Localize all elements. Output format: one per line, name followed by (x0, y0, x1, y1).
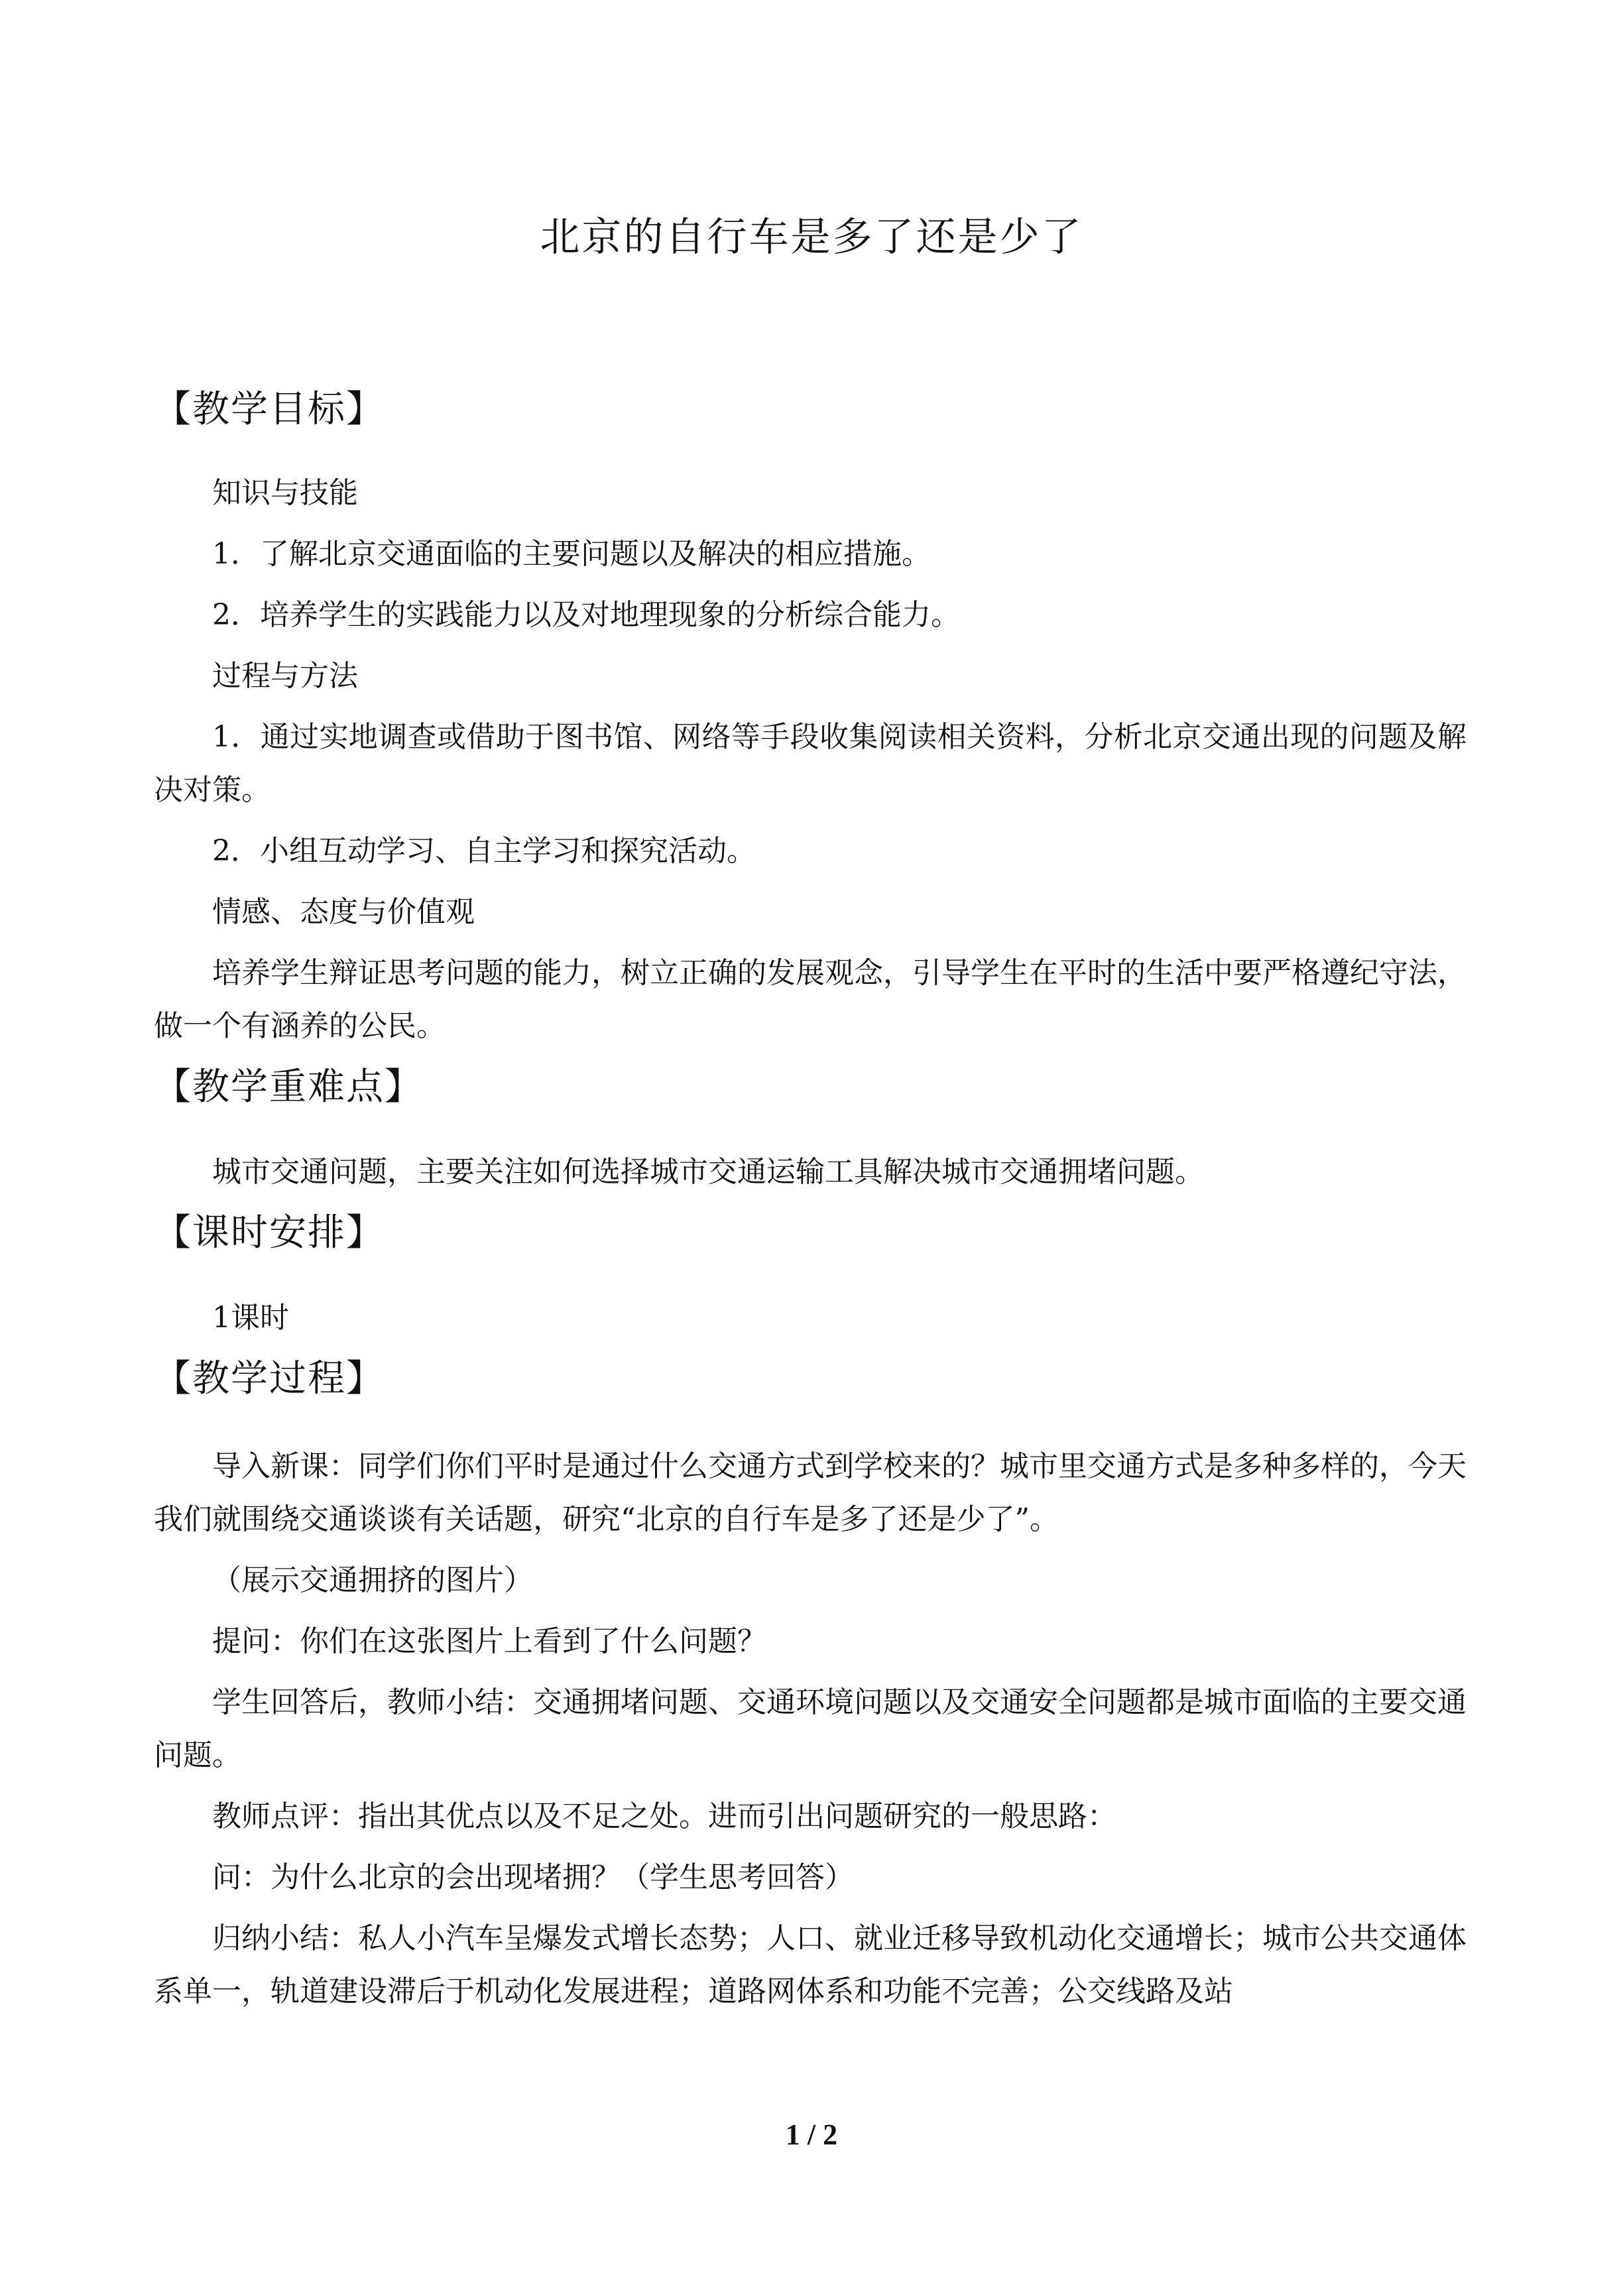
paragraph: 提问：你们在这张图片上看到了什么问题？ (212, 1624, 766, 1658)
paragraph: 情感、态度与价值观 (212, 895, 475, 929)
paragraph: 1．了解北京交通面临的主要问题以及解决的相应措施。 (212, 537, 931, 571)
section-heading-key-points: 【教学重难点】 (154, 1065, 423, 1109)
section-heading-teaching-goals: 【教学目标】 (154, 388, 385, 431)
paragraph: 培养学生辩证思考问题的能力，树立正确的发展观念，引导学生在平时的生活中要严格遵纪守法，做一个有涵养的公民。 (154, 956, 1467, 1043)
paragraph: 问：为什么北京的会出现堵拥？（学生思考回答） (212, 1860, 854, 1894)
paragraph: 2．培养学生的实践能力以及对地理现象的分析综合能力。 (212, 598, 960, 632)
paragraph: （展示交通拥挤的图片） (212, 1563, 533, 1597)
paragraph: 2．小组互动学习、自主学习和探究活动。 (212, 834, 756, 868)
paragraph: 过程与方法 (212, 659, 358, 693)
document-body (154, 383, 1467, 2026)
paragraph: 学生回答后，教师小结：交通拥堵问题、交通环境问题以及交通安全问题都是城市面临的主要交通问题。 (154, 1685, 1467, 1772)
document-title: 北京的自行车是多了还是少了 (540, 214, 1083, 261)
paragraph: 1课时 (212, 1301, 289, 1335)
paragraph: 归纳小结：私人小汽车呈爆发式增长态势；人口、就业迁移导致机动化交通增长；城市公共交通体系单一，轨道建设滞后于机动化发展进程；道路网体系和功能不完善；公交线路及站 (154, 1921, 1467, 2008)
paragraph: 1．通过实地调查或借助于图书馆、网络等手段收集阅读相关资料，分析北京交通出现的问题及解决对策。 (154, 720, 1467, 807)
page-number: 1 / 2 (785, 2118, 838, 2151)
paragraph: 教师点评：指出其优点以及不足之处。进而引出问题研究的一般思路： (212, 1799, 1116, 1833)
section-heading-teaching-process: 【教学过程】 (154, 1357, 385, 1400)
paragraph: 导入新课：同学们你们平时是通过什么交通方式到学校来的？城市里交通方式是多种多样的，今天我们就围绕交通谈谈有关话题，研究“北京的自行车是多了还是少了”。 (154, 1449, 1467, 1536)
section-heading-schedule: 【课时安排】 (154, 1211, 385, 1254)
paragraph: 知识与技能 (212, 476, 358, 510)
paragraph: 城市交通问题，主要关注如何选择城市交通运输工具解决城市交通拥堵问题。 (212, 1155, 1204, 1189)
